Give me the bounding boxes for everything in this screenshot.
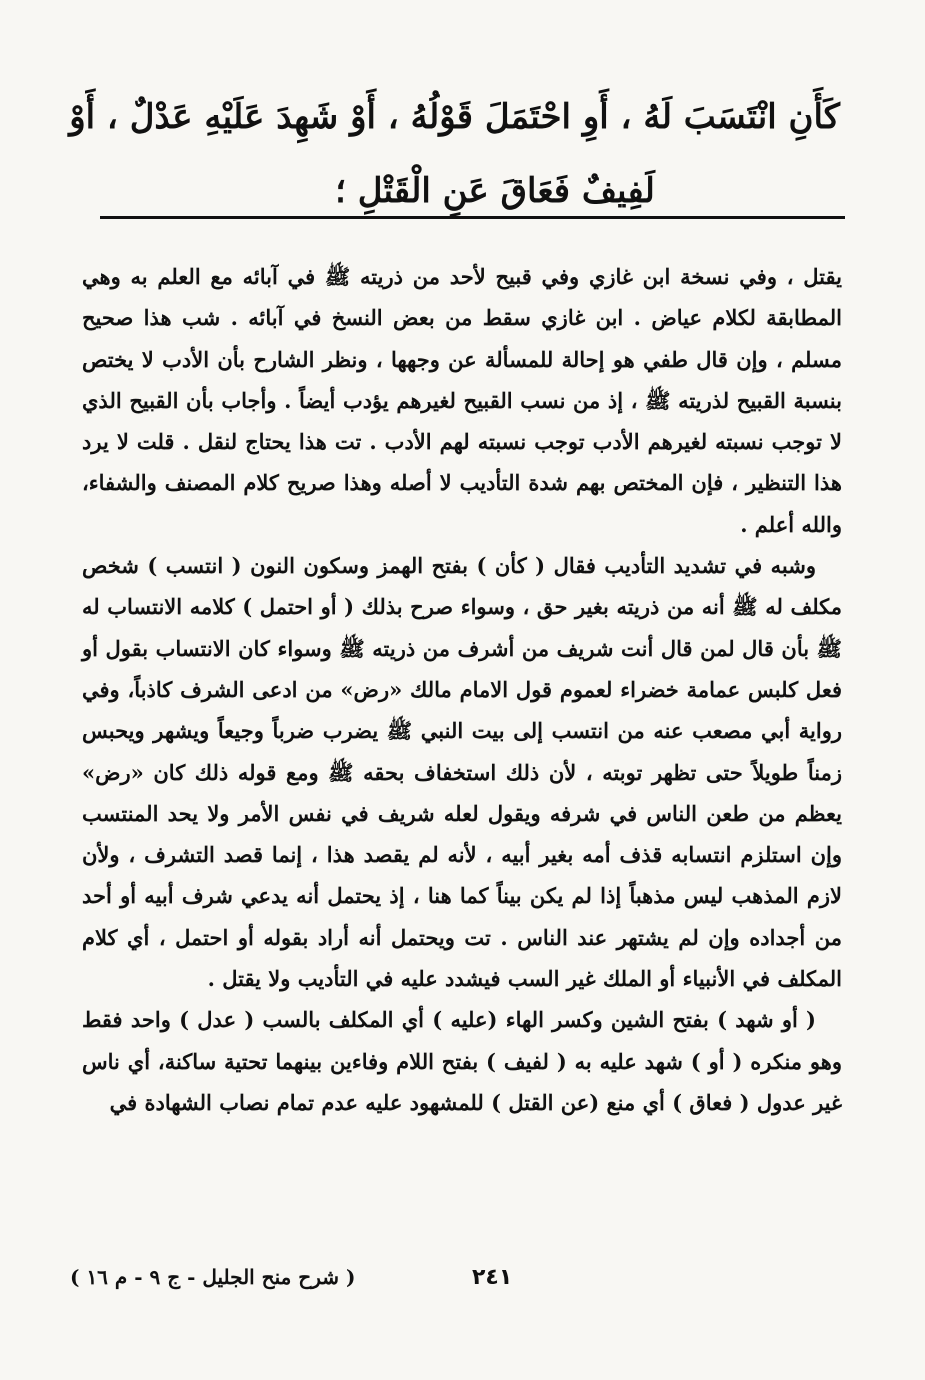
page-footer xyxy=(70,1265,840,1301)
matn-line-2: لَفِيفٌ فَعَاقَ عَنِ الْقَتْلِ ؛ xyxy=(335,171,655,211)
commentary-text xyxy=(82,256,842,1123)
separator-rule xyxy=(100,216,845,219)
matn-line-1: كَأَنِ انْتَسَبَ لَهُ ، أَوِ احْتَمَلَ قَوْلُهُ ، أَوْ شَهِدَ عَلَيْهِ عَدْلٌ ، أَوْ xyxy=(69,97,840,137)
commentary-paragraph-1: يقتل ، وفي نسخة ابن غازي وفي قبيح لأحد من ذريته ﷺ في آبائه مع العلم به وهي المطابقة لكلام عياض . ابن غازي سقط من بعض النسخ في آبائه . شب هذا صحيح مسلم ، وإن قال طفي هو إحالة للمسألة عن وجهها ، ونظر الشارح بأن الأدب لا يختص بنسبة القبيح لذريته ﷺ ، إذ من نسب القبيح لغيرهم يؤدب أيضاً . وأجاب بأن القبيح الذي لا توجب نسبته لغيرهم الأدب توجب نسبته لهم الأدب . تت هذا يحتاج لنقل . قلت لا يرد هذا التنظير ، فإن المختص بهم شدة التأديب لا أصله وهذا صريح كلام المصنف والشفاء، والله أعلم . xyxy=(82,264,842,537)
matn-text xyxy=(69,80,840,228)
page-number: ٢٤١ xyxy=(472,1265,513,1290)
commentary-paragraph-2: وشبه في تشديد التأديب فقال ( كأن ) بفتح الهمز وسكون النون ( انتسب ) شخص مكلف له ﷺ أنه من ذريته بغير حق ، وسواء صرح بذلك ( أو احتمل ) كلامه الانتساب له ﷺ بأن قال لمن قال أنت شريف من أشرف من ذريته ﷺ وسواء كان الانتساب بقول أو فعل كلبس عمامة خضراء لعموم قول الامام مالك «رض» من ادعى الشرف كاذباً، وفي رواية أبي مصعب عنه من انتسب إلى بيت النبي ﷺ يضرب ضرباً وجيعاً ويشهر ويحبس زمناً طويلاً حتى تظهر توبته ، لأن ذلك استخفاف بحقه ﷺ ومع قوله ذلك كان «رض» يعظم من طعن الناس في شرفه ويقول لعله شريف في نفس الأمر ولا يحد المنتسب وإن استلزم انتسابه قذف أمه بغير أبيه ، لأنه لم يقصد هذا ، إنما قصد التشرف ، ولأن لازم المذهب ليس مذهباً إذا لم يكن بيناً كما هنا ، إذ يحتمل أنه يدعي شرف أبيه أو أحد من أجداده وإن لم يشتهر عند الناس . تت ويحتمل أنه أراد بقوله أو احتمل ، أي كلام المكلف في الأنبياء أو الملك غير السب فيشدد عليه في التأديب ولا يقتل . xyxy=(82,553,843,992)
book-reference: ( شرح منح الجليل - ج ٩ - م ١٦ ) xyxy=(70,1265,356,1289)
commentary-paragraph-3: ( أو شهد ) بفتح الشين وكسر الهاء (عليه ) أي المكلف بالسب ( عدل ) واحد فقط وهو منكره ( أو ) شهد عليه به ( لفيف ) بفتح اللام وفاءين بينهما تحتية ساكنة، أي ناس غير عدول ( فعاق ) أي منع (عن القتل ) للمشهود عليه عدم تمام نصاب الشهادة في xyxy=(82,1007,842,1115)
